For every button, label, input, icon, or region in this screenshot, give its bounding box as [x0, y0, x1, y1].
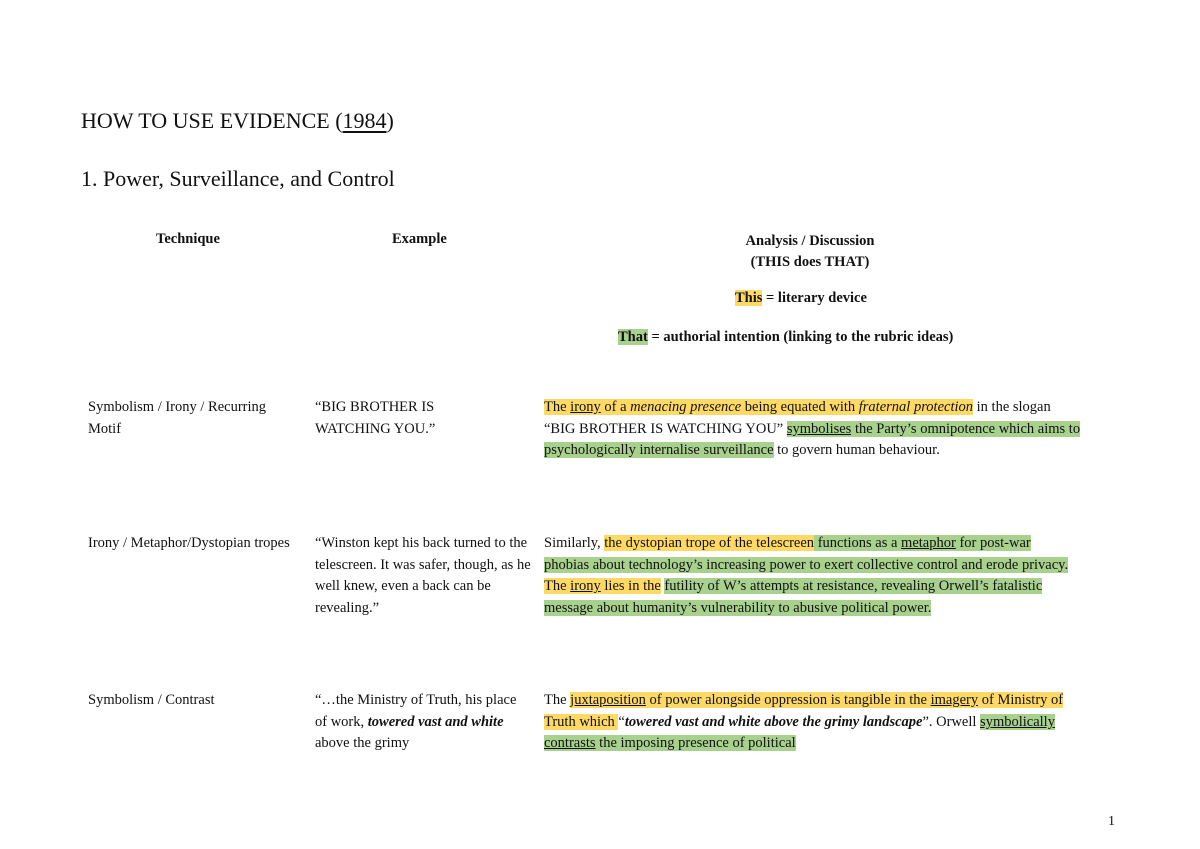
- page-number: 1: [1108, 814, 1115, 829]
- legend-this: This = literary device: [735, 290, 867, 306]
- table-row-example: “Winston kept his back turned to the telescreen. It was safer, though, as he well knew, even a back can be revealing.”: [315, 535, 531, 617]
- analysis-segment: to govern human behaviour.: [773, 442, 940, 459]
- analysis-segment: menacing presence: [630, 399, 742, 415]
- analysis-segment: The: [544, 578, 571, 595]
- analysis-segment: the Party’s omnipotence which aims to psychologically internalise surveillance: [544, 420, 1081, 459]
- table-row-technique: Symbolism / Irony / Recurring Motif: [88, 399, 267, 437]
- analysis-segment: towered vast and white above the grimy landscape: [624, 713, 923, 730]
- table-row-technique: Irony / Metaphor/Dystopian tropes: [88, 535, 290, 551]
- analysis-segment: symbolically contrasts: [544, 713, 1055, 752]
- analysis-segment: juxtaposition: [570, 692, 646, 708]
- analysis-segment: irony: [570, 399, 601, 415]
- table-row-example: [315, 690, 520, 755]
- analysis-segment: symbolises: [786, 420, 852, 437]
- analysis-segment: The: [544, 692, 571, 708]
- analysis-segment: imagery: [930, 692, 979, 708]
- legend-that-term: That: [618, 329, 648, 345]
- analysis-segment: fraternal protection: [858, 399, 974, 415]
- analysis-segment: of a: [600, 399, 631, 415]
- table-row-analysis: [544, 690, 1084, 755]
- analysis-segment: ”. Orwell: [922, 713, 981, 730]
- table-row-technique: Symbolism / Contrast: [88, 692, 215, 708]
- analysis-segment: the dystopian trope of the telescreen: [604, 535, 815, 551]
- column-header-example: Example: [392, 231, 447, 247]
- analysis-segment: lies in the: [600, 578, 661, 595]
- page-title: HOW TO USE EVIDENCE (1984): [81, 108, 394, 133]
- table-row-analysis: [544, 397, 1084, 462]
- analysis-segment: the imposing presence of political: [595, 735, 796, 752]
- book-title: 1984: [342, 108, 387, 133]
- table-row-analysis: [544, 533, 1074, 620]
- analysis-segment: of Ministry of Truth which: [544, 692, 1064, 730]
- analysis-segment: Similarly,: [544, 535, 605, 551]
- column-header-analysis: Analysis / Discussion (THIS does THAT): [745, 233, 875, 270]
- legend-that: That = authorial intention (linking to the rubric ideas): [618, 329, 954, 345]
- analysis-segment: futility of W’s attempts at resistance, revealing Orwell’s fatalistic message about humanity’s vulnerability to abusive political power.: [544, 578, 1043, 617]
- analysis-segment: being equated with: [741, 399, 859, 415]
- analysis-segment: functions as a: [814, 535, 902, 551]
- example-segment: “…the Ministry of Truth, his place of work,: [315, 692, 517, 730]
- analysis-segment: for post-war phobias about technology’s increasing power to exert collective control and erode privacy.: [544, 535, 1069, 573]
- analysis-segment: The: [544, 399, 571, 415]
- analysis-segment: metaphor: [901, 535, 956, 551]
- column-header-technique: Technique: [156, 231, 220, 247]
- example-segment: above the grimy: [315, 735, 410, 752]
- analysis-segment: “: [618, 713, 625, 730]
- table-row-example: “BIG BROTHER IS WATCHING YOU.”: [315, 399, 436, 437]
- section-heading: 1. Power, Surveillance, and Control: [81, 166, 395, 191]
- legend-this-term: This: [735, 290, 763, 306]
- analysis-segment: of power alongside oppression is tangible in the: [645, 692, 931, 708]
- example-segment: towered vast and white: [367, 713, 504, 730]
- analysis-segment: irony: [570, 578, 601, 595]
- analysis-segment: in the slogan “BIG BROTHER IS WATCHING YOU”: [544, 399, 1051, 437]
